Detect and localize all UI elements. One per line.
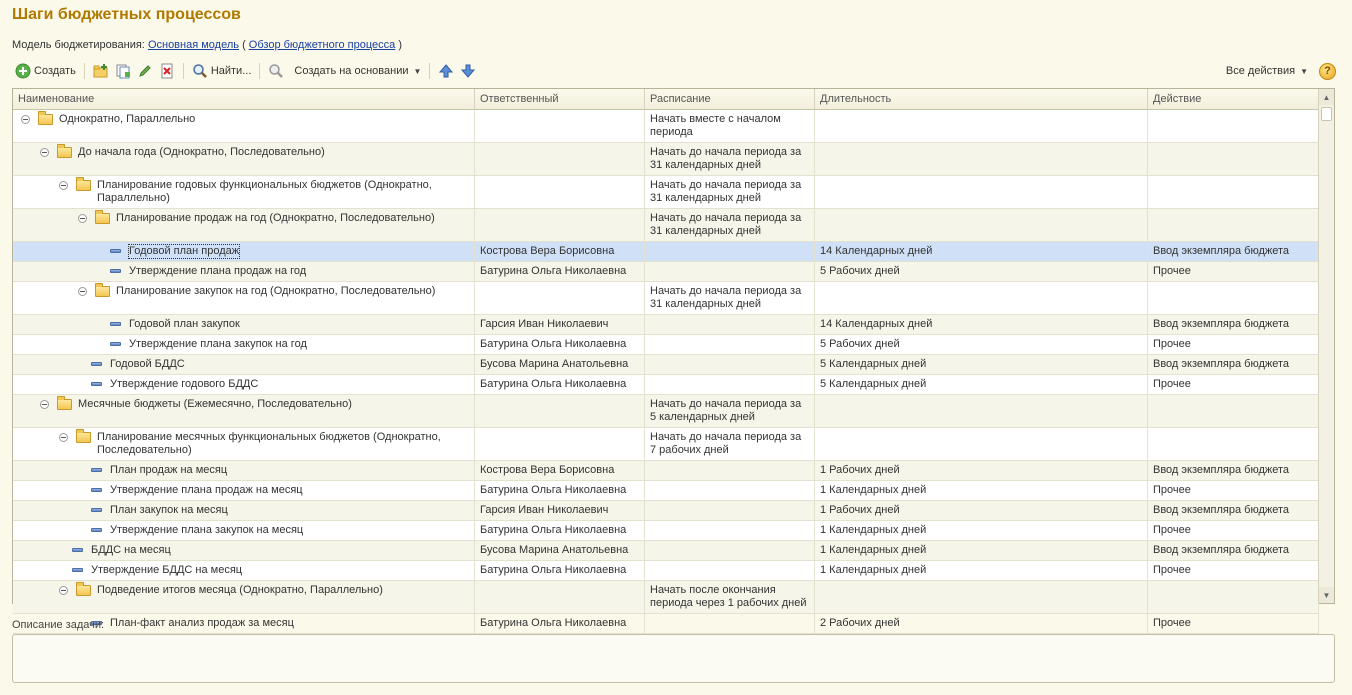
- column-header-schedule[interactable]: Расписание: [645, 89, 815, 110]
- step-item-icon: [72, 568, 83, 572]
- cell-responsible: Батурина Ольга Николаевна: [475, 262, 645, 281]
- description-label: Описание задачи:: [12, 619, 105, 631]
- task-description-field[interactable]: [12, 634, 1335, 683]
- cell-schedule: Начать до начала периода за 31 календарных дней: [645, 282, 815, 314]
- column-header-duration[interactable]: Длительность: [815, 89, 1148, 110]
- step-name: Годовой БДДС: [110, 358, 185, 370]
- cell-action: [1148, 143, 1319, 175]
- cell-responsible: [475, 581, 645, 613]
- cell-duration: [815, 143, 1148, 175]
- move-down-button[interactable]: [457, 61, 479, 81]
- step-name: До начала года (Однократно, Последовательно): [78, 146, 325, 158]
- cell-responsible: Кострова Вера Борисовна: [475, 461, 645, 480]
- step-item-icon: [91, 362, 102, 366]
- table-row[interactable]: [13, 143, 1319, 176]
- step-name: БДДС на месяц: [91, 544, 171, 556]
- create-based-on-label: Создать на основании: [294, 65, 409, 77]
- cell-action: [1148, 395, 1319, 427]
- step-item-icon: [91, 468, 102, 472]
- step-name: Однократно, Параллельно: [59, 113, 196, 125]
- cell-duration: 1 Календарных дней: [815, 561, 1148, 580]
- cell-responsible: Гарсия Иван Николаевич: [475, 315, 645, 334]
- all-actions-label: Все действия: [1225, 65, 1296, 77]
- cell-schedule: [645, 481, 815, 500]
- step-name: Утверждение годового БДДС: [110, 378, 259, 390]
- delete-button[interactable]: [156, 61, 178, 81]
- cell-duration: 14 Календарных дней: [815, 315, 1148, 334]
- cell-responsible: [475, 395, 645, 427]
- search-icon: [192, 63, 208, 79]
- cell-responsible: Батурина Ольга Николаевна: [475, 521, 645, 540]
- cell-responsible: [475, 143, 645, 175]
- step-item-icon: [110, 322, 121, 326]
- page-title: Шаги бюджетных процессов: [12, 6, 241, 23]
- cell-name: [13, 395, 475, 427]
- step-item-icon: [110, 249, 121, 253]
- table-row[interactable]: [13, 581, 1319, 614]
- step-item-icon: [72, 548, 83, 552]
- new-folder-icon: [93, 63, 109, 79]
- cell-responsible: Батурина Ольга Николаевна: [475, 561, 645, 580]
- table-row[interactable]: [13, 315, 1319, 335]
- search-clear-button[interactable]: [265, 61, 287, 81]
- cell-responsible: [475, 428, 645, 460]
- cell-responsible: Батурина Ольга Николаевна: [475, 614, 645, 633]
- cell-responsible: Гарсия Иван Николаевич: [475, 501, 645, 520]
- collapse-icon[interactable]: [21, 115, 30, 124]
- step-name: План закупок на месяц: [110, 504, 228, 516]
- table-row[interactable]: [13, 395, 1319, 428]
- step-name: Планирование месячных функциональных бюджетов (Однократно, Последовательно): [97, 431, 441, 456]
- cell-duration: 1 Календарных дней: [815, 541, 1148, 560]
- cell-name: [13, 242, 475, 261]
- cell-action: Ввод экземпляра бюджета: [1148, 501, 1319, 520]
- cell-schedule: [645, 242, 815, 261]
- find-label: Найти...: [210, 65, 252, 77]
- cell-name: [13, 461, 475, 480]
- table-row[interactable]: [13, 242, 1319, 262]
- folder-icon: [95, 213, 110, 224]
- cell-duration: 1 Рабочих дней: [815, 501, 1148, 520]
- toolbar: [12, 60, 1336, 82]
- cell-schedule: [645, 541, 815, 560]
- cell-name: [13, 561, 475, 580]
- step-name: Утверждение плана продаж на год: [129, 265, 307, 277]
- search-cancel-icon: [268, 63, 284, 79]
- chevron-down-icon: ▼: [1300, 66, 1308, 76]
- model-label: Модель бюджетирования:: [12, 39, 145, 51]
- cell-schedule: Начать до начала периода за 7 рабочих дней: [645, 428, 815, 460]
- step-name: Планирование закупок на год (Однократно, Последовательно): [116, 285, 436, 297]
- folder-icon: [76, 432, 91, 443]
- cell-name: [13, 428, 475, 460]
- cell-name: [13, 501, 475, 520]
- cell-action: Ввод экземпляра бюджета: [1148, 541, 1319, 560]
- copy-button[interactable]: [112, 61, 134, 81]
- cell-duration: 5 Рабочих дней: [815, 335, 1148, 354]
- step-name: Утверждение плана закупок на месяц: [110, 524, 304, 536]
- cell-schedule: Начать до начала периода за 31 календарных дней: [645, 209, 815, 241]
- column-header-responsible[interactable]: Ответственный: [475, 89, 645, 110]
- toolbar-separator: [429, 63, 430, 79]
- create-label: Создать: [34, 65, 76, 77]
- cell-responsible: Кострова Вера Борисовна: [475, 242, 645, 261]
- cell-name: [13, 481, 475, 500]
- table-header: [13, 89, 1319, 110]
- step-name: План-факт анализ продаж за месяц: [110, 617, 294, 629]
- cell-duration: [815, 176, 1148, 208]
- cell-action: [1148, 209, 1319, 241]
- scroll-up-icon[interactable]: ▲: [1319, 89, 1334, 105]
- cell-schedule: [645, 335, 815, 354]
- cell-name: [13, 521, 475, 540]
- cell-duration: 14 Календарных дней: [815, 242, 1148, 261]
- step-name: Утверждение плана закупок на год: [129, 338, 307, 350]
- cell-name: [13, 335, 475, 354]
- step-name: Годовой план закупок: [129, 318, 240, 330]
- collapse-icon[interactable]: [40, 400, 49, 409]
- cell-action: Ввод экземпляра бюджета: [1148, 461, 1319, 480]
- cell-action: Прочее: [1148, 262, 1319, 281]
- table-row[interactable]: [13, 521, 1319, 541]
- cell-action: Ввод экземпляра бюджета: [1148, 242, 1319, 261]
- cell-schedule: [645, 501, 815, 520]
- cell-name: [13, 110, 475, 142]
- collapse-icon[interactable]: [59, 181, 68, 190]
- find-button[interactable]: [189, 61, 255, 81]
- table-row[interactable]: [13, 614, 1319, 634]
- cell-duration: [815, 209, 1148, 241]
- paren-close: ): [398, 39, 402, 51]
- step-item-icon: [91, 488, 102, 492]
- cell-name: [13, 581, 475, 613]
- create-button[interactable]: [12, 61, 79, 81]
- cell-responsible: [475, 282, 645, 314]
- cell-duration: [815, 581, 1148, 613]
- arrow-down-icon: [460, 63, 476, 79]
- cell-action: Прочее: [1148, 614, 1319, 633]
- table-row[interactable]: [13, 355, 1319, 375]
- cell-name: [13, 355, 475, 374]
- table-row[interactable]: [13, 501, 1319, 521]
- cell-action: [1148, 110, 1319, 142]
- cell-responsible: [475, 209, 645, 241]
- folder-icon: [95, 286, 110, 297]
- cell-action: Прочее: [1148, 481, 1319, 500]
- cell-schedule: Начать вместе с началом периода: [645, 110, 815, 142]
- folder-icon: [57, 147, 72, 158]
- step-item-icon: [91, 382, 102, 386]
- step-name: Месячные бюджеты (Ежемесячно, Последовательно): [78, 398, 352, 410]
- arrow-up-icon: [438, 63, 454, 79]
- cell-name: [13, 282, 475, 314]
- toolbar-separator: [259, 63, 260, 79]
- table-row[interactable]: [13, 428, 1319, 461]
- step-name: Планирование годовых функциональных бюджетов (Однократно, Параллельно): [97, 179, 432, 204]
- folder-icon: [76, 180, 91, 191]
- collapse-icon[interactable]: [78, 214, 87, 223]
- paren-open: (: [242, 39, 246, 51]
- all-actions-button[interactable]: [1223, 61, 1311, 81]
- cell-schedule: [645, 355, 815, 374]
- table-row[interactable]: [13, 209, 1319, 242]
- cell-duration: [815, 428, 1148, 460]
- cell-name: [13, 375, 475, 394]
- step-name: Годовой план продаж: [129, 245, 240, 257]
- cell-schedule: Начать до начала периода за 5 календарных дней: [645, 395, 815, 427]
- cell-action: [1148, 581, 1319, 613]
- edit-button[interactable]: [134, 61, 156, 81]
- cell-schedule: [645, 461, 815, 480]
- vertical-scrollbar[interactable]: [1318, 89, 1334, 603]
- cell-action: Прочее: [1148, 561, 1319, 580]
- step-name: Планирование продаж на год (Однократно, Последовательно): [116, 212, 435, 224]
- cell-schedule: [645, 521, 815, 540]
- cell-name: [13, 315, 475, 334]
- toolbar-separator: [183, 63, 184, 79]
- table-row[interactable]: [13, 110, 1319, 143]
- process-review-link[interactable]: Обзор бюджетного процесса: [248, 39, 396, 51]
- cell-duration: [815, 395, 1148, 427]
- create-group-button[interactable]: [90, 61, 112, 81]
- cell-schedule: Начать после окончания периода через 1 рабочих дней: [645, 581, 815, 613]
- cell-action: Ввод экземпляра бюджета: [1148, 355, 1319, 374]
- cell-duration: [815, 282, 1148, 314]
- table-row[interactable]: [13, 282, 1319, 315]
- cell-responsible: [475, 176, 645, 208]
- step-item-icon: [91, 528, 102, 532]
- collapse-icon[interactable]: [59, 433, 68, 442]
- delete-icon: [159, 63, 175, 79]
- step-item-icon: [110, 269, 121, 273]
- collapse-icon[interactable]: [59, 586, 68, 595]
- pencil-icon: [137, 63, 153, 79]
- cell-duration: 2 Рабочих дней: [815, 614, 1148, 633]
- folder-icon: [57, 399, 72, 410]
- step-item-icon: [91, 508, 102, 512]
- collapse-icon[interactable]: [78, 287, 87, 296]
- step-name: Подведение итогов месяца (Однократно, Параллельно): [97, 584, 383, 596]
- step-name: Утверждение БДДС на месяц: [91, 564, 243, 576]
- cell-action: Прочее: [1148, 375, 1319, 394]
- cell-responsible: Бусова Марина Анатольевна: [475, 541, 645, 560]
- cell-duration: 1 Календарных дней: [815, 521, 1148, 540]
- table-row[interactable]: [13, 262, 1319, 282]
- cell-action: [1148, 176, 1319, 208]
- column-header-action[interactable]: Действие: [1148, 89, 1319, 110]
- table-row[interactable]: [13, 375, 1319, 395]
- step-name: План продаж на месяц: [110, 464, 228, 476]
- cell-responsible: Батурина Ольга Николаевна: [475, 481, 645, 500]
- cell-responsible: Батурина Ольга Николаевна: [475, 335, 645, 354]
- cell-duration: 5 Календарных дней: [815, 355, 1148, 374]
- collapse-icon[interactable]: [40, 148, 49, 157]
- cell-schedule: [645, 375, 815, 394]
- table-row[interactable]: [13, 561, 1319, 581]
- folder-icon: [38, 114, 53, 125]
- cell-schedule: [645, 262, 815, 281]
- table-row[interactable]: [13, 541, 1319, 561]
- cell-action: Ввод экземпляра бюджета: [1148, 315, 1319, 334]
- column-header-name[interactable]: Наименование: [13, 89, 475, 110]
- cell-duration: 1 Календарных дней: [815, 481, 1148, 500]
- cell-schedule: Начать до начала периода за 31 календарных дней: [645, 176, 815, 208]
- folder-icon: [76, 585, 91, 596]
- chevron-down-icon: ▼: [413, 66, 422, 76]
- table-row[interactable]: [13, 481, 1319, 501]
- move-up-button[interactable]: [435, 61, 457, 81]
- cell-schedule: [645, 315, 815, 334]
- cell-responsible: [475, 110, 645, 142]
- copy-icon: [115, 63, 131, 79]
- cell-action: [1148, 428, 1319, 460]
- scrollbar-thumb[interactable]: [1321, 107, 1332, 121]
- cell-name: [13, 262, 475, 281]
- cell-name: [13, 176, 475, 208]
- step-name: Утверждение плана продаж на месяц: [110, 484, 303, 496]
- cell-duration: 5 Календарных дней: [815, 375, 1148, 394]
- cell-action: Прочее: [1148, 335, 1319, 354]
- cell-action: Прочее: [1148, 521, 1319, 540]
- cell-name: [13, 541, 475, 560]
- add-circle-icon: [15, 63, 31, 79]
- table-row[interactable]: [13, 461, 1319, 481]
- budget-model-line: [12, 39, 402, 51]
- cell-responsible: Бусова Марина Анатольевна: [475, 355, 645, 374]
- cell-duration: 1 Рабочих дней: [815, 461, 1148, 480]
- table-row[interactable]: [13, 176, 1319, 209]
- cell-schedule: Начать до начала периода за 31 календарных дней: [645, 143, 815, 175]
- cell-name: [13, 209, 475, 241]
- step-item-icon: [110, 342, 121, 346]
- cell-schedule: [645, 614, 815, 633]
- cell-action: [1148, 282, 1319, 314]
- cell-schedule: [645, 561, 815, 580]
- toolbar-separator: [84, 63, 85, 79]
- cell-duration: 5 Рабочих дней: [815, 262, 1148, 281]
- model-link[interactable]: Основная модель: [147, 39, 239, 51]
- cell-duration: [815, 110, 1148, 142]
- help-button[interactable]: ?: [1319, 63, 1336, 80]
- cell-responsible: Батурина Ольга Николаевна: [475, 375, 645, 394]
- cell-name: [13, 143, 475, 175]
- table-row[interactable]: [13, 335, 1319, 355]
- create-based-on-button[interactable]: [291, 61, 424, 81]
- scroll-down-icon[interactable]: ▼: [1319, 587, 1334, 603]
